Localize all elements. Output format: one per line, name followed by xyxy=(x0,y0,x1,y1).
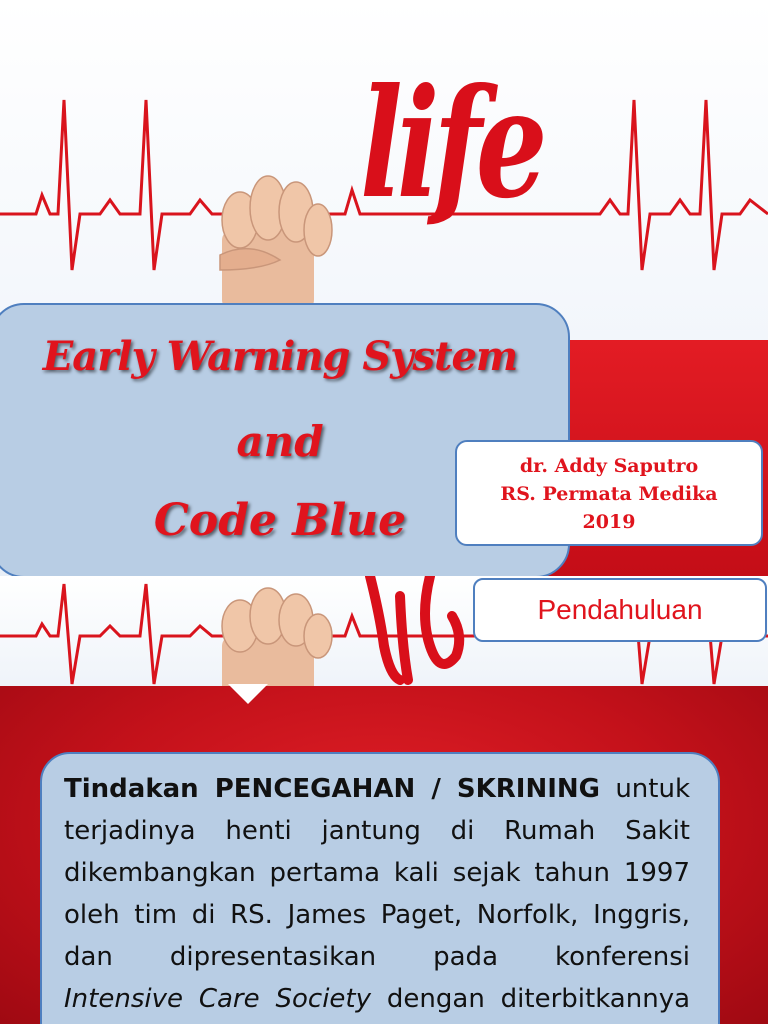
body-line-3: dikembangkan pertama kali sejak tahun 1997 xyxy=(64,858,690,888)
body-line-1 xyxy=(64,774,690,804)
raised-fist-image-2 xyxy=(200,586,340,696)
title-line-2: and xyxy=(236,417,324,466)
life-word-partial xyxy=(360,576,470,688)
section-label: Pendahuluan xyxy=(537,594,703,625)
body-line-6 xyxy=(64,984,690,1014)
raised-fist-image xyxy=(200,160,340,305)
body-line-1-rest: untuk xyxy=(615,774,691,804)
title-line-3: Code Blue xyxy=(153,495,407,546)
body-line-6-rest: dengan diterbitkannya xyxy=(386,984,691,1014)
body-line-5: dan dipresentasikan pada konferensi xyxy=(64,942,690,972)
body-line-6-italic: Intensive Care Society xyxy=(64,984,372,1014)
body-line-4: oleh tim di RS. James Paget, Norfolk, Inggris, xyxy=(64,900,690,930)
section-label-box xyxy=(473,578,767,642)
author-name: dr. Addy Saputro xyxy=(519,455,699,477)
content-slide xyxy=(0,576,768,1024)
notch-pointer xyxy=(228,684,268,704)
author-year: 2019 xyxy=(582,511,636,533)
author-box xyxy=(455,440,763,546)
title-line-1: Early Warning System xyxy=(42,333,518,380)
body-line-1-bold: Tindakan PENCEGAHAN / SKRINING xyxy=(64,774,601,804)
body-line-2: terjadinya henti jantung di Rumah Sakit xyxy=(64,816,690,846)
author-hospital: RS. Permata Medika xyxy=(500,483,718,505)
life-word: life xyxy=(360,56,542,232)
